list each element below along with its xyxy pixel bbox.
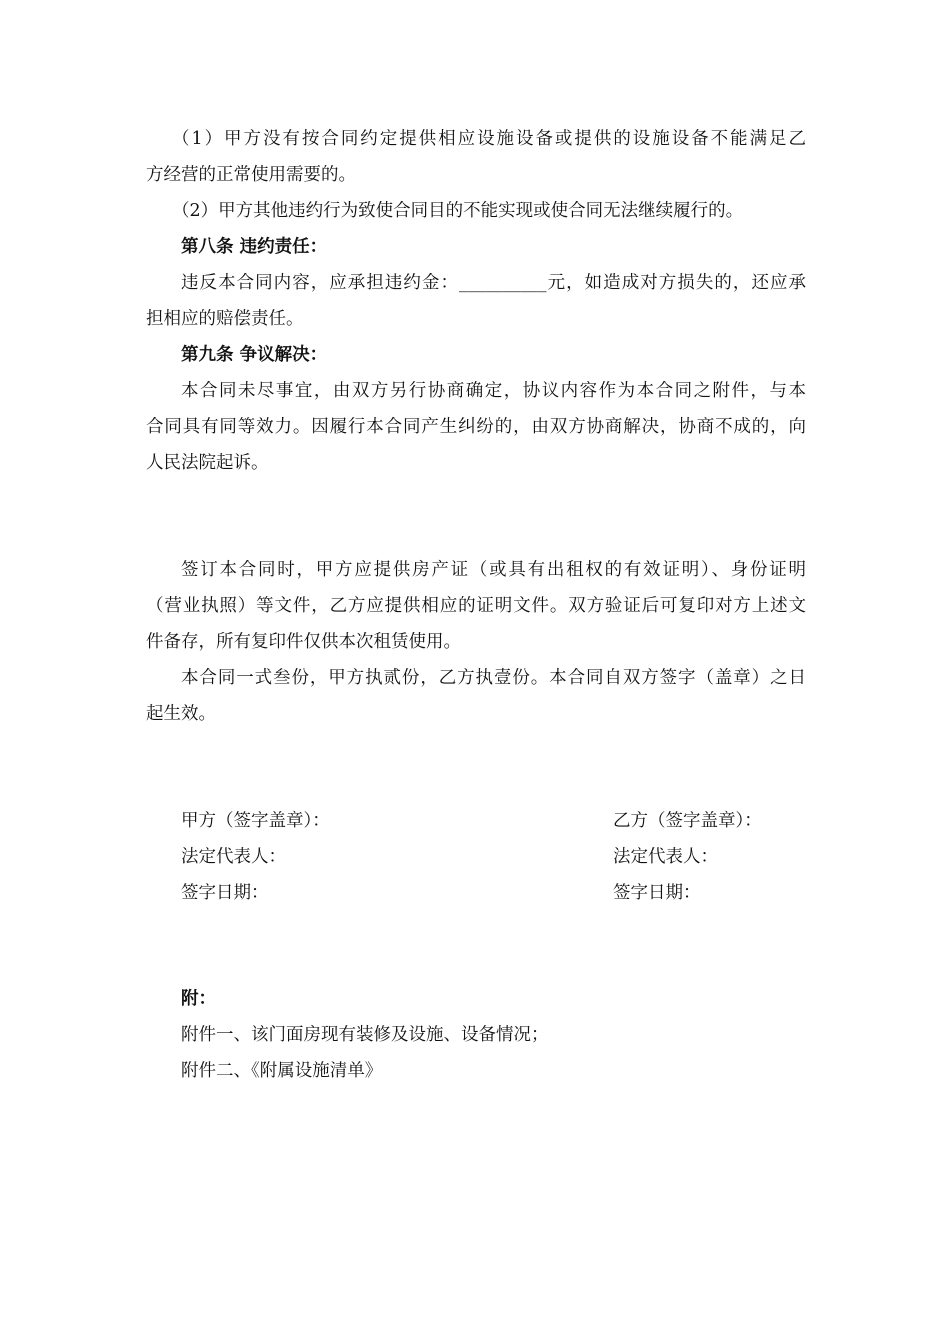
party-b-date-label: 签字日期： [613,883,701,903]
party-b-sign-label: 乙方（签字盖章）： [613,811,762,831]
documents-line2: （营业执照）等文件，乙方应提供相应的证明文件。双方验证后可复印对方上述文 [146,596,806,616]
clause7-item2: （2）甲方其他违约行为致使合同目的不能实现或使合同无法继续履行的。 [172,201,744,221]
attachment-item-1: 附件一、该门面房现有装修及设施、设备情况； [181,1025,549,1045]
clause8-line1-suffix: 元，如造成对方损失的，还应承 [546,273,807,293]
clause9-line2: 合同具有同等效力。因履行本合同产生纠纷的，由双方协商解决，协商不成的，向 [146,417,806,437]
attachment-item-2: 附件二、《附属设施清单》 [181,1061,383,1081]
copies-line1: 本合同一式叁份，甲方执贰份，乙方执壹份。本合同自双方签字（盖章）之日 [181,668,806,688]
documents-line1: 签订本合同时，甲方应提供房产证（或具有出租权的有效证明）、身份证明 [181,560,806,580]
party-a-sign-label: 甲方（签字盖章）： [181,811,330,831]
clause9-heading: 第九条 争议解决： [181,345,328,365]
clause8-line1-prefix: 违反本合同内容，应承担违约金： [181,273,460,293]
clause8-line2: 担相应的赔偿责任。 [146,309,304,329]
clause9-line3: 人民法院起诉。 [146,453,269,473]
clause8-line1 [181,271,806,295]
party-a-rep-label: 法定代表人： [181,847,286,867]
party-b-rep-label: 法定代表人： [613,847,718,867]
copies-line2: 起生效。 [146,704,216,724]
attachments-heading: 附： [181,989,216,1009]
documents-line3: 件备存，所有复印件仅供本次租赁使用。 [146,632,461,652]
penalty-amount-blank: __________ [459,273,547,293]
clause9-line1: 本合同未尽事宜，由双方另行协商确定，协议内容作为本合同之附件，与本 [181,381,806,401]
clause7-item1-line2: 方经营的正常使用需要的。 [146,165,356,185]
clause7-item1-line1: （1）甲方没有按合同约定提供相应设施设备或提供的设施设备不能满足乙 [172,129,806,149]
clause8-heading: 第八条 违约责任： [181,237,328,257]
party-a-date-label: 签字日期： [181,883,269,903]
